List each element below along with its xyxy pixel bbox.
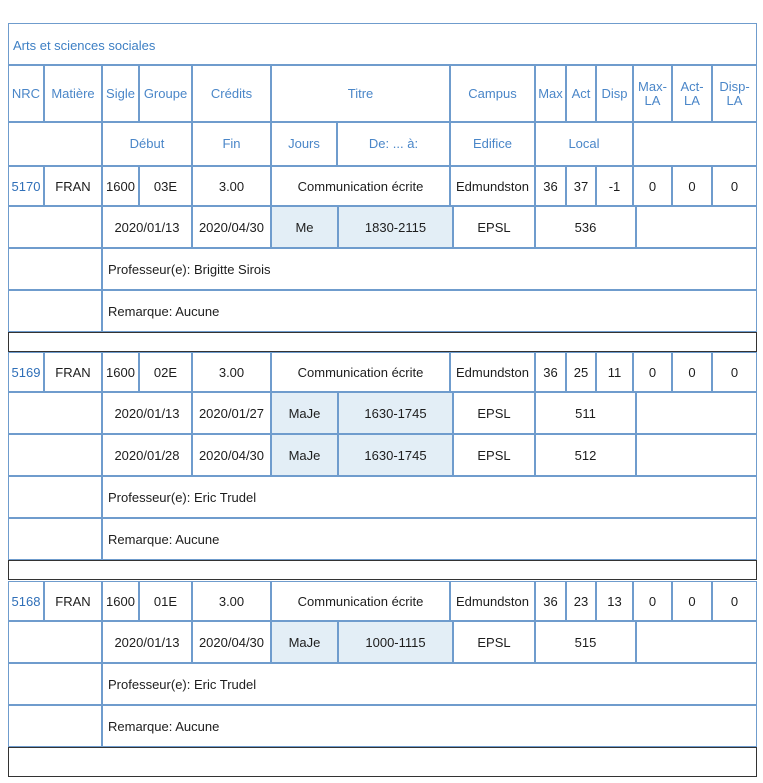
subheader-edifice: Edifice [450,122,535,166]
course-professor: Professeur(e): Eric Trudel [102,476,757,518]
course-act-la: 0 [672,581,712,621]
course-disp-la: 0 [712,581,757,621]
session-jours: MaJe [271,434,338,476]
course-max-la: 0 [633,352,672,392]
course-act: 37 [566,166,596,206]
course-disp-la: 0 [712,166,757,206]
session-edifice: EPSL [453,392,535,434]
header-disp-la: Disp-LA [712,65,757,122]
subheader-tail [633,122,757,166]
course-disp-la: 0 [712,352,757,392]
course-max-la: 0 [633,166,672,206]
subheader-jours: Jours [271,122,337,166]
remark-blank [8,518,102,560]
course-nrc-link[interactable]: 5170 [8,166,44,206]
course-remark: Remarque: Aucune [102,290,757,332]
subheader-local: Local [535,122,633,166]
session-heures: 1000-1115 [338,621,453,663]
course-campus: Edmundston [450,581,535,621]
professor-blank [8,476,102,518]
course-titre: Communication écrite [271,166,450,206]
session-local: 536 [535,206,636,248]
course-credits: 3.00 [192,166,271,206]
subheader-heures: De: ... à: [337,122,450,166]
session-tail [636,392,757,434]
course-sigle: 1600 [102,352,139,392]
session-debut: 2020/01/13 [102,206,192,248]
professor-blank [8,663,102,705]
course-act-la: 0 [672,166,712,206]
session-fin: 2020/04/30 [192,434,271,476]
course-campus: Edmundston [450,352,535,392]
course-max: 36 [535,581,566,621]
session-local: 511 [535,392,636,434]
header-matiere: Matière [44,65,102,122]
course-separator [8,332,757,352]
session-edifice: EPSL [453,434,535,476]
remark-blank [8,290,102,332]
session-blank [8,434,102,476]
course-sigle: 1600 [102,166,139,206]
session-debut: 2020/01/28 [102,434,192,476]
header-nrc: NRC [8,65,44,122]
course-disp: -1 [596,166,633,206]
session-heures: 1630-1745 [338,434,453,476]
course-disp: 11 [596,352,633,392]
course-max: 36 [535,166,566,206]
subheader-fin: Fin [192,122,271,166]
course-separator [8,747,757,777]
session-tail [636,621,757,663]
header-max: Max [535,65,566,122]
header-max-la: Max-LA [633,65,672,122]
course-groupe: 03E [139,166,192,206]
session-blank [8,621,102,663]
header-groupe: Groupe [139,65,192,122]
subheader-blank [8,122,102,166]
course-max: 36 [535,352,566,392]
session-local: 515 [535,621,636,663]
header-credits: Crédits [192,65,271,122]
faculty-title: Arts et sciences sociales [8,23,757,65]
session-heures: 1830-2115 [338,206,453,248]
session-tail [636,434,757,476]
header-act: Act [566,65,596,122]
course-nrc-link[interactable]: 5168 [8,581,44,621]
header-sigle: Sigle [102,65,139,122]
course-titre: Communication écrite [271,352,450,392]
session-tail [636,206,757,248]
course-matiere: FRAN [44,166,102,206]
session-jours: MaJe [271,621,338,663]
course-professor: Professeur(e): Brigitte Sirois [102,248,757,290]
session-debut: 2020/01/13 [102,392,192,434]
header-act-la: Act-LA [672,65,712,122]
remark-blank [8,705,102,747]
session-debut: 2020/01/13 [102,621,192,663]
course-nrc-link[interactable]: 5169 [8,352,44,392]
course-groupe: 01E [139,581,192,621]
header-titre: Titre [271,65,450,122]
header-disp: Disp [596,65,633,122]
course-act-la: 0 [672,352,712,392]
session-jours: MaJe [271,392,338,434]
course-remark: Remarque: Aucune [102,518,757,560]
course-professor: Professeur(e): Eric Trudel [102,663,757,705]
course-matiere: FRAN [44,352,102,392]
course-titre: Communication écrite [271,581,450,621]
subheader-debut: Début [102,122,192,166]
course-schedule-table [8,23,757,783]
course-campus: Edmundston [450,166,535,206]
session-fin: 2020/01/27 [192,392,271,434]
course-sigle: 1600 [102,581,139,621]
session-local: 512 [535,434,636,476]
session-fin: 2020/04/30 [192,621,271,663]
session-jours: Me [271,206,338,248]
header-campus: Campus [450,65,535,122]
session-edifice: EPSL [453,621,535,663]
session-fin: 2020/04/30 [192,206,271,248]
professor-blank [8,248,102,290]
session-blank [8,392,102,434]
course-disp: 13 [596,581,633,621]
session-heures: 1630-1745 [338,392,453,434]
course-act: 23 [566,581,596,621]
course-max-la: 0 [633,581,672,621]
course-separator [8,560,757,580]
course-credits: 3.00 [192,581,271,621]
course-remark: Remarque: Aucune [102,705,757,747]
course-act: 25 [566,352,596,392]
session-edifice: EPSL [453,206,535,248]
course-credits: 3.00 [192,352,271,392]
course-matiere: FRAN [44,581,102,621]
session-blank [8,206,102,248]
course-groupe: 02E [139,352,192,392]
